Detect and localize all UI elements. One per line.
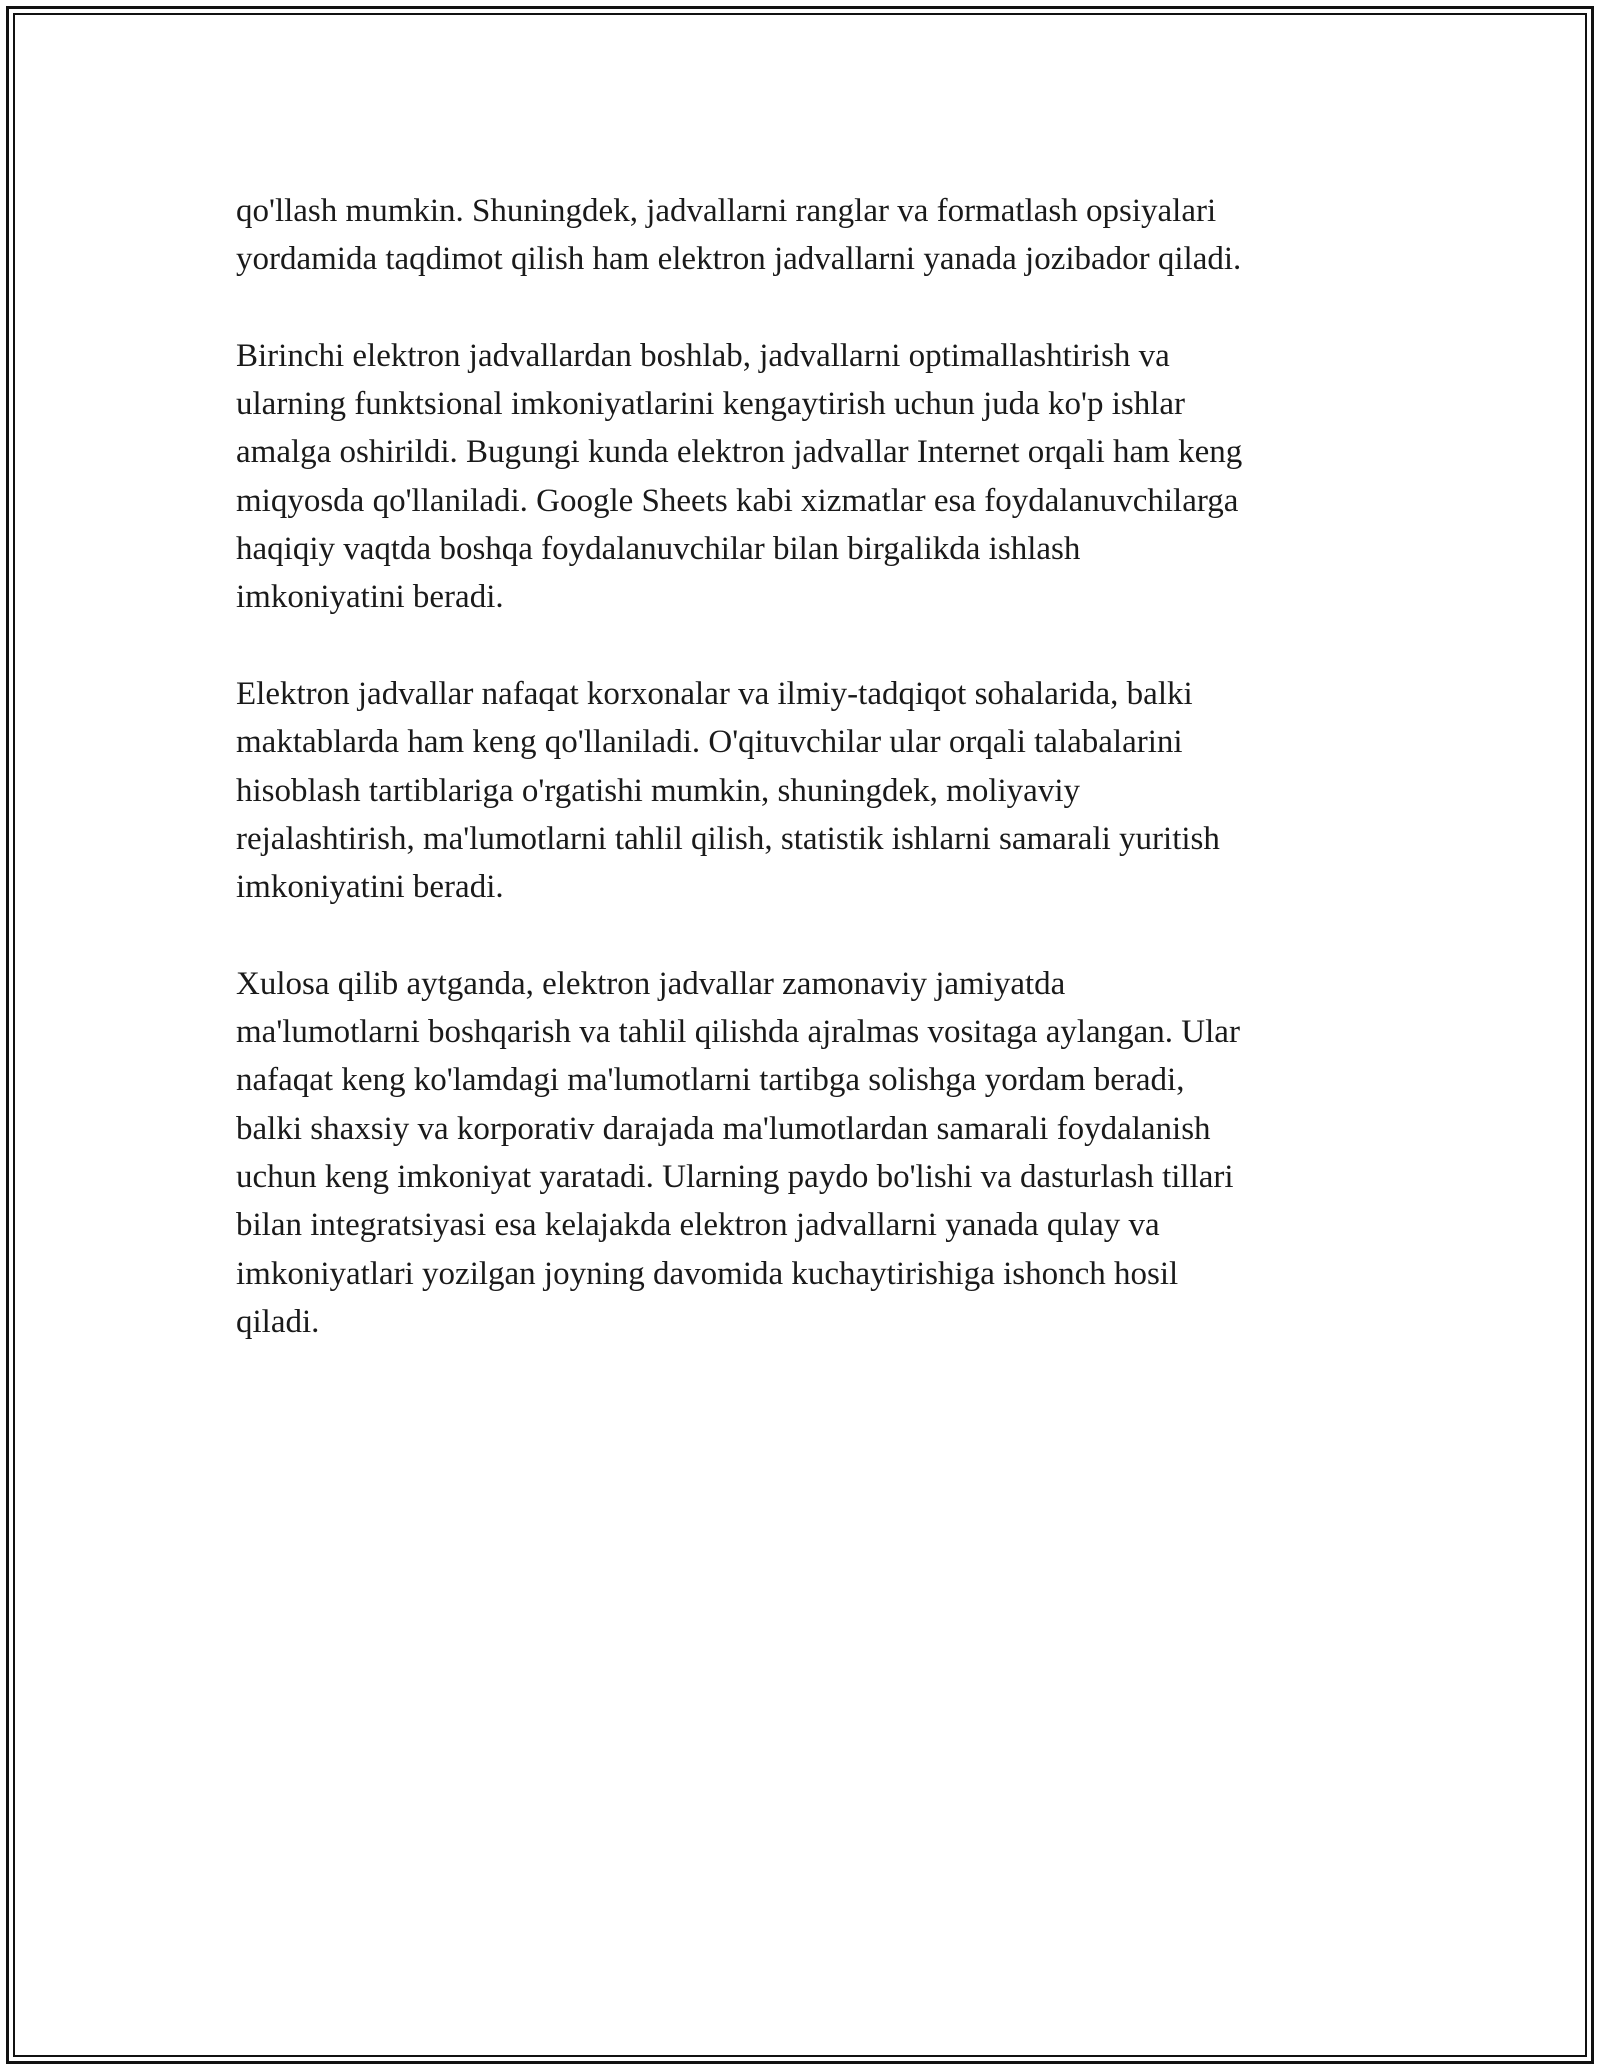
paragraph-4 [236,960,1361,1346]
text-line: imkoniyatini beradi. [236,579,504,616]
text-line: ma'lumotlarni boshqarish va tahlil qilishda ajralmas vositaga aylangan. Ular [236,1014,1240,1051]
text-line: imkoniyatini beradi. [236,869,504,906]
text-line: amalga oshirildi. Bugungi kunda elektron jadvallar Internet orqali ham keng [236,434,1243,471]
text-line: qo'llash mumkin. Shuningdek, jadvallarni ranglar va formatlash opsiyalari [236,193,1217,229]
text-line: uchun keng imkoniyat yaratadi. Ularning paydo bo'lishi va dasturlash tillari [236,1158,1234,1195]
text-line: nafaqat keng ko'lamdagi ma'lumotlarni tartibga solishga yordam beradi, [236,1062,1185,1099]
text-line: Birinchi elektron jadvallardan boshlab, jadvallarni optimallashtirish va [236,337,1170,374]
text-line: yordamida taqdimot qilish ham elektron jadvallarni yanada jozibador qiladi. [236,241,1242,278]
paragraph-2 [236,332,1361,622]
paragraph-1 [236,187,1361,284]
text-line: Elektron jadvallar nafaqat korxonalar va ilmiy-tadqiqot sohalarida, balki [236,675,1193,712]
text-line: imkoniyatlari yozilgan joyning davomida kuchaytirishiga ishonch hosil [236,1255,1179,1292]
text-line: balki shaxsiy va korporativ darajada ma'lumotlardan samarali foydalanish [236,1110,1211,1147]
document-body [236,187,1361,1394]
text-line: Xulosa qilib aytganda, elektron jadvallar zamonaviy jamiyatda [236,965,1066,1002]
text-line: miqyosda qo'llaniladi. Google Sheets kabi xizmatlar esa foydalanuvchilarga [236,482,1239,519]
text-line: ularning funktsional imkoniyatlarini kengaytirish uchun juda ko'p ishlar [236,386,1186,423]
text-line: bilan integratsiyasi esa kelajakda elektron jadvallarni yanada qulay va [236,1207,1160,1244]
text-line: qiladi. [236,1303,320,1340]
text-line: maktablarda ham keng qo'llaniladi. O'qituvchilar ular orqali talabalarini [236,724,1183,761]
text-line: haqiqiy vaqtda boshqa foydalanuvchilar bilan birgalikda ishlash [236,531,1081,568]
text-line: hisoblash tartiblariga o'rgatishi mumkin, shuningdek, moliyaviy [236,772,1080,809]
paragraph-3 [236,670,1361,911]
text-line: rejalashtirish, ma'lumotlarni tahlil qilish, statistik ishlarni samarali yuritish [236,820,1220,857]
